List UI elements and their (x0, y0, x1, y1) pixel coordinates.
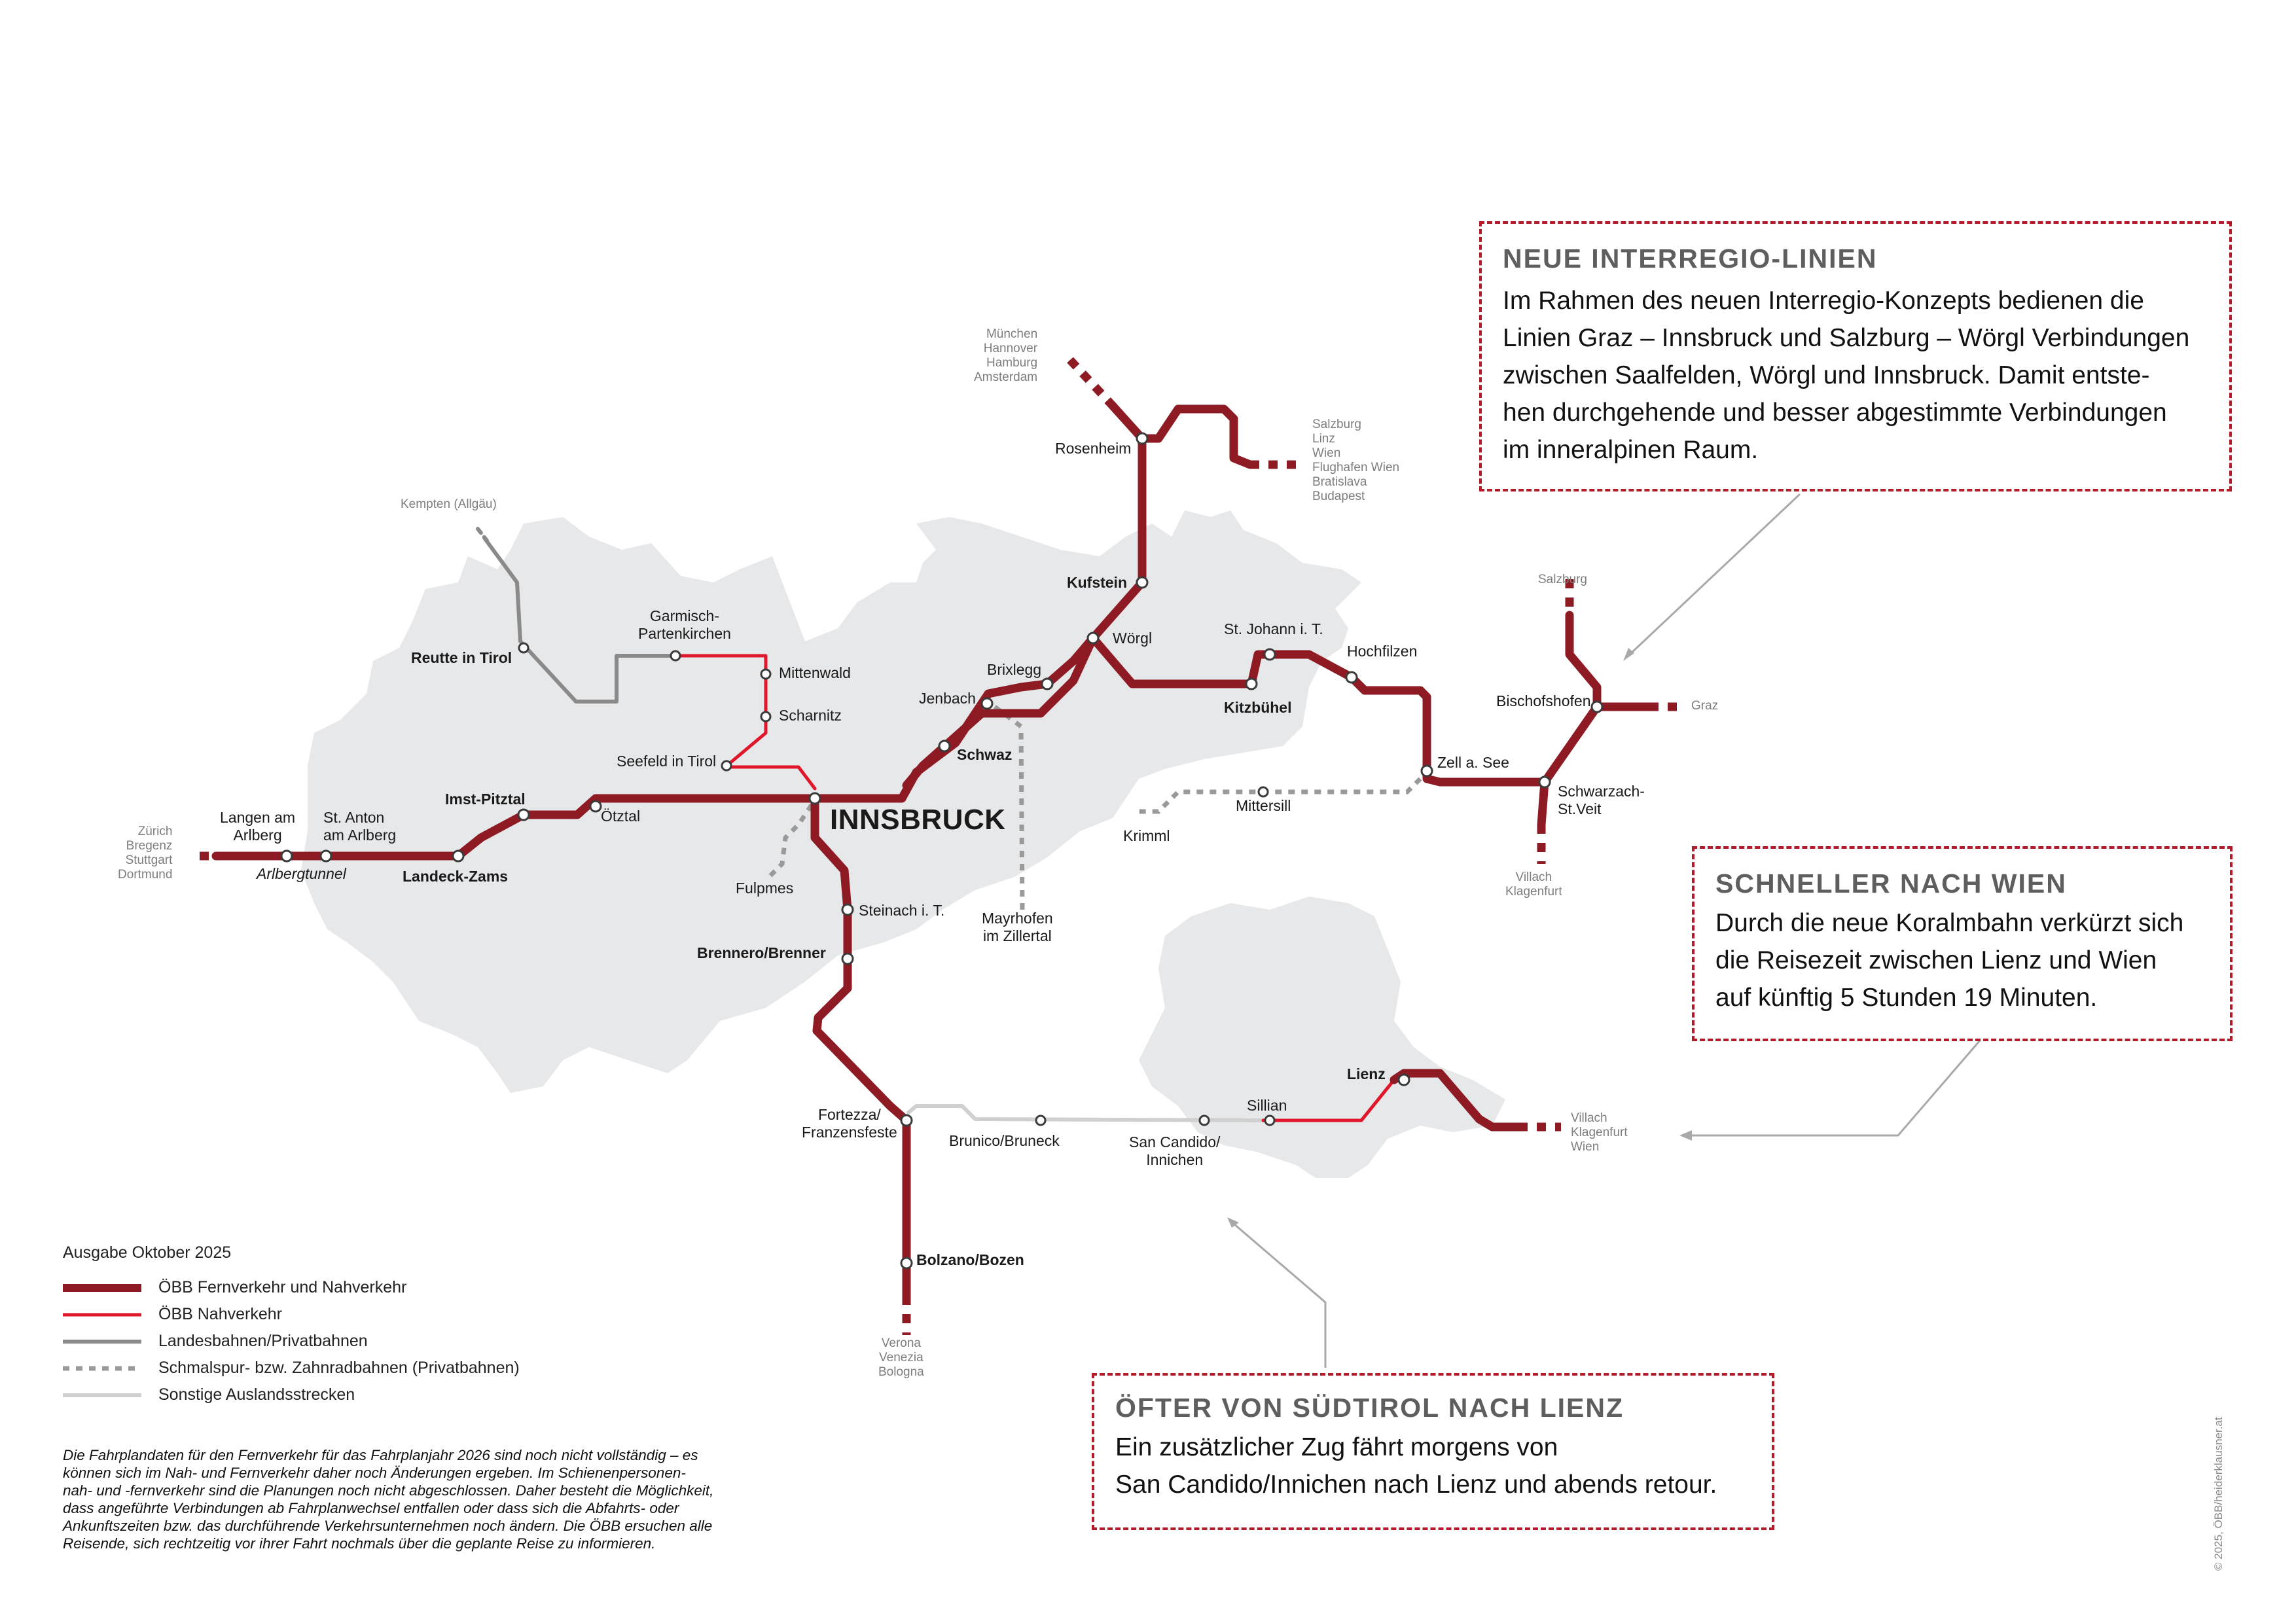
station-dot-schwaz[interactable] (939, 741, 950, 751)
station-dot-fortezza[interactable] (901, 1115, 912, 1126)
station-dot-sillian[interactable] (1265, 1116, 1274, 1125)
ext-label-villach-lienz: Villach Klagenfurt Wien (1571, 1111, 1628, 1154)
station-label-langen: Langen am Arlberg (220, 809, 296, 844)
station-label-scharnitz: Scharnitz (779, 707, 842, 724)
station-label-krimml: Krimml (1123, 827, 1170, 844)
legend-label-schmal: Schmalspur- bzw. Zahnradbahnen (Privatbahnen) (158, 1359, 520, 1377)
station-dot-oetztal[interactable] (590, 801, 601, 812)
line-rosenheim-salzburg (1142, 409, 1250, 465)
arrow-wien-head (1679, 1130, 1692, 1141)
station-label-st-anton: St. Anton am Arlberg (323, 809, 397, 844)
station-dot-reutte[interactable] (519, 643, 528, 652)
info-box-wien-title: SCHNELLER NACH WIEN (1715, 868, 2067, 899)
station-dot-imst[interactable] (518, 810, 529, 820)
info-box-wien (1692, 846, 2233, 1041)
station-label-rosenheim: Rosenheim (1055, 440, 1132, 457)
station-label-hochfilzen: Hochfilzen (1347, 643, 1418, 660)
station-dot-bolzano[interactable] (901, 1258, 912, 1268)
legend-swatch-sonst (63, 1389, 141, 1402)
legend-swatch-schmal (63, 1362, 141, 1375)
station-label-woergl: Wörgl (1113, 630, 1153, 647)
station-label-jenbach: Jenbach (919, 690, 976, 707)
station-label-landeck: Landeck-Zams (403, 868, 509, 885)
station-label-imst: Imst-Pitztal (445, 791, 526, 808)
station-dot-hochfilzen[interactable] (1346, 672, 1357, 683)
station-dot-jenbach[interactable] (982, 698, 992, 709)
station-dot-steinach[interactable] (842, 904, 853, 915)
station-dot-mittersill[interactable] (1259, 787, 1268, 796)
ext-label-salzburg-east: Salzburg Linz Wien Flughafen Wien Bratislava Budapest (1312, 418, 1400, 503)
arrow-suedtirol (1234, 1224, 1325, 1368)
ext-label-graz: Graz (1691, 699, 1719, 713)
legend-label-nah: ÖBB Nahverkehr (158, 1305, 282, 1323)
station-dot-zell[interactable] (1422, 766, 1432, 776)
info-box-wien-text: Durch die neue Koralmbahn verkürzt sich die Reisezeit zwischen Lienz und Wien auf künftig 5 Stunden 19 Minuten. (1715, 909, 2184, 1012)
station-label-seefeld: Seefeld in Tirol (617, 753, 717, 770)
station-dot-scharnitz[interactable] (761, 712, 770, 721)
copyright: © 2025, ÖBB/heiderklausner.at (2212, 1417, 2225, 1571)
ext-label-verona: Verona Venezia Bologna (878, 1336, 924, 1379)
station-label-kufstein: Kufstein (1067, 574, 1127, 591)
info-box-interregio-title: NEUE INTERREGIO-LINIEN (1503, 243, 1878, 274)
station-dot-st-johann[interactable] (1265, 649, 1275, 660)
station-label-brunico: Brunico/Bruneck (949, 1132, 1060, 1149)
station-dot-brunico[interactable] (1036, 1116, 1045, 1125)
station-label-innsbruck: INNSBRUCK (830, 804, 1006, 836)
station-label-arlbergtunnel: Arlbergtunnel (257, 865, 346, 882)
legend (63, 1243, 520, 1408)
station-dot-kufstein[interactable] (1137, 577, 1147, 588)
legend-swatch-land (63, 1335, 141, 1348)
station-label-oetztal: Ötztal (601, 808, 641, 825)
station-label-reutte: Reutte in Tirol (411, 649, 512, 666)
disclaimer: Die Fahrplandaten für den Fernverkehr für das Fahrplanjahr 2026 sind noch nicht vollständig – es können sich im Nah- und Fernverkehr daher noch Änderungen ergeben. Im Schienenpersonen- nah- und -fernverkehr sind die Planungen noch nicht abgeschlossen. Daher besteht die Möglichkeit, dass angeführte Verbindungen ab Fahrplanwechsel entfallen oder dass sich die Abfahrts- oder Ankunftszeiten bzw. das durchführende Verkehrsunternehmen noch ändern. Die ÖBB ersuchen alle Reisende, sich rechtzeitig vor ihrer Fahrt nochmals über die geplante Reise zu informieren. (63, 1447, 714, 1552)
station-label-mayrhofen: Mayrhofen im Zillertal (982, 910, 1053, 944)
legend-edition: Ausgabe Oktober 2025 (63, 1243, 232, 1262)
station-label-bischofshofen: Bischofshofen (1496, 692, 1591, 709)
station-dot-rosenheim[interactable] (1137, 433, 1147, 444)
station-dot-lienz[interactable] (1399, 1075, 1409, 1085)
station-dot-san-candido[interactable] (1200, 1116, 1209, 1125)
legend-label-sonst: Sonstige Auslandsstrecken (158, 1385, 355, 1404)
station-dot-brenner[interactable] (842, 954, 853, 964)
ext-label-kempten: Kempten (Allgäu) (401, 497, 497, 511)
station-label-steinach: Steinach i. T. (859, 902, 945, 919)
station-label-fortezza: Fortezza/ Franzensfeste (802, 1106, 897, 1141)
legend-item-sonst (63, 1382, 520, 1408)
legend-item-nah (63, 1301, 520, 1328)
station-dot-garmisch[interactable] (671, 651, 680, 660)
legend-swatch-nah (63, 1308, 141, 1321)
legend-item-land (63, 1328, 520, 1355)
station-label-schwaz: Schwaz (957, 746, 1013, 763)
legend-label-fern: ÖBB Fernverkehr und Nahverkehr (158, 1278, 407, 1296)
line-ext-muenchen (1070, 360, 1113, 406)
station-label-brixlegg: Brixlegg (987, 661, 1042, 678)
line-kempten-dotted-end (478, 529, 487, 541)
legend-item-schmal (63, 1355, 520, 1382)
station-dot-brixlegg[interactable] (1042, 679, 1052, 689)
arrow-interregio (1630, 494, 1800, 654)
station-dot-innsbruck[interactable] (810, 793, 820, 804)
station-label-bolzano: Bolzano/Bozen (916, 1251, 1024, 1268)
legend-label-land: Landesbahnen/Privatbahnen (158, 1332, 368, 1350)
station-dot-landeck[interactable] (453, 851, 463, 861)
ext-label-muenchen: München Hannover Hamburg Amsterdam (974, 327, 1038, 384)
station-label-sillian: Sillian (1247, 1097, 1287, 1114)
legend-item-fern (63, 1274, 520, 1301)
station-dot-seefeld[interactable] (722, 761, 731, 770)
station-label-fulpmes: Fulpmes (736, 880, 794, 897)
station-label-mittersill: Mittersill (1236, 797, 1291, 814)
station-label-lienz: Lienz (1347, 1065, 1386, 1082)
ext-label-villach-south: Villach Klagenfurt (1505, 870, 1562, 899)
station-dot-mittenwald[interactable] (761, 669, 770, 679)
info-box-interregio (1479, 221, 2232, 491)
station-dot-langen[interactable] (281, 851, 292, 861)
info-box-suedtirol-title: ÖFTER VON SÜDTIROL NACH LIENZ (1115, 1393, 1624, 1423)
station-label-garmisch: Garmisch- Partenkirchen (638, 607, 731, 642)
station-label-kitzbuehel: Kitzbühel (1224, 699, 1292, 716)
ext-label-zuerich: Zürich Bregenz Stuttgart Dortmund (118, 825, 173, 882)
station-dot-woergl[interactable] (1088, 633, 1098, 643)
station-label-zell: Zell a. See (1437, 754, 1509, 771)
station-dot-schwarzach[interactable] (1539, 777, 1550, 787)
info-box-interregio-text: Im Rahmen des neuen Interregio-Konzepts bedienen die Linien Graz – Innsbruck und Salzburg – Wörgl Verbindungen zwischen Saalfelden, Wörgl und Innsbruck. Damit entste- hen durchgehende und besser abgestimmte Verbindungen im inneralpinen Raum. (1503, 287, 2190, 464)
info-box-suedtirol (1092, 1373, 1774, 1530)
station-dot-kitzbuehel[interactable] (1246, 679, 1257, 689)
station-label-brenner: Brennero/Brenner (697, 944, 826, 961)
station-dot-bischofshofen[interactable] (1592, 702, 1602, 712)
station-label-st-johann: St. Johann i. T. (1224, 620, 1323, 637)
info-box-suedtirol-text: Ein zusätzlicher Zug fährt morgens von San Candido/Innichen nach Lienz und abends retour. (1115, 1433, 1717, 1499)
arrow-interregio-head (1623, 648, 1634, 661)
ext-label-salzburg-north: Salzburg (1538, 573, 1587, 586)
legend-swatch-fern (63, 1281, 141, 1294)
station-label-mittenwald: Mittenwald (779, 664, 851, 681)
station-label-san-candido: San Candido/ Innichen (1129, 1133, 1221, 1168)
arrow-wien (1689, 1041, 1980, 1135)
station-label-schwarzach: Schwarzach- St.Veit (1558, 783, 1645, 817)
station-dot-st-anton[interactable] (321, 851, 331, 861)
